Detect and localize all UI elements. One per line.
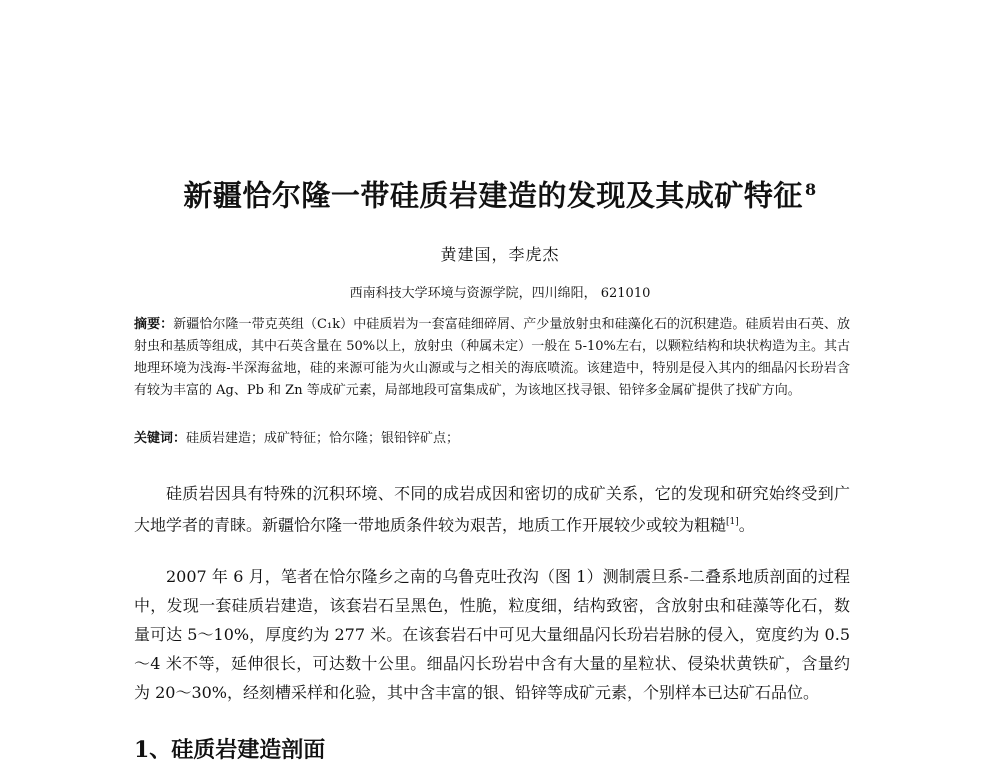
keywords-label: 关键词： (134, 431, 187, 446)
body-paragraph-1 (134, 479, 850, 539)
citation-ref: [1] (726, 517, 739, 527)
abstract-label: 摘要： (134, 317, 174, 332)
paper-title (0, 170, 1000, 216)
body-paragraph-2: 2007 年 6 月，笔者在恰尔隆乡之南的乌鲁克吐孜沟（图 1）测制震旦系-二叠系地质剖面的过程中，发现一套硅质岩建造，该套岩石呈黑色，性脆，粒度细，结构致密，含放射虫和硅藻等化石，数量可达 5～10%，厚度约为 277 米。在该套岩石中可见大量细晶闪长玢岩岩脉的侵入，宽度约为 0.5～4 米不等，延伸很长，可达数十公里。细晶闪长玢岩中含有大量的星粒状、侵染状黄铁矿，含量约为 20～30%，经刻槽采样和化验，其中含丰富的银、铅锌等成矿元素，个别样本已达矿石品位。 (134, 567, 850, 702)
abstract-text: 新疆恰尔隆一带克英组（C₁k）中硅质岩为一套富硅细碎屑、产少量放射虫和硅藻化石的沉积建造。硅质岩由石英、放射虫和基质等组成，其中石英含量在 50%以上，放射虫（种属未定）一般在 5-10%左右，以颗粒结构和块状构造为主。其古地理环境为浅海-半深海盆地，硅的来源可能为火山源或与之相关的海底喷流。该建造中，特别是侵入其内的细晶闪长玢岩含有较为丰富的 Ag、Pb 和 Zn 等成矿元素，局部地段可富集成矿，为该地区找寻银、铅锌多金属矿提供了找矿方向。 (134, 317, 850, 398)
abstract (134, 314, 850, 402)
keywords (134, 428, 850, 450)
author-list: 黄建国，李虎杰 (440, 245, 560, 264)
paragraph-1-tail: 。 (738, 515, 755, 535)
keywords-text: 硅质岩建造；成矿特征；恰尔隆；银铅锌矿点； (186, 431, 460, 446)
affiliation: 西南科技大学环境与资源学院，四川绵阳， 621010 (349, 286, 651, 301)
section-heading: 1、硅质岩建造剖面 (134, 737, 326, 763)
title-text: 新疆恰尔隆一带硅质岩建造的发现及其成矿特征 (183, 178, 803, 213)
title-footnote-mark: 8 (804, 180, 817, 199)
paragraph-1-text: 硅质岩因具有特殊的沉积环境、不同的成岩成因和密切的成矿关系，它的发现和研究始终受到广大地学者的青睐。新疆恰尔隆一带地质条件较为艰苦，地质工作开展较少或较为粗糙 (134, 484, 850, 535)
